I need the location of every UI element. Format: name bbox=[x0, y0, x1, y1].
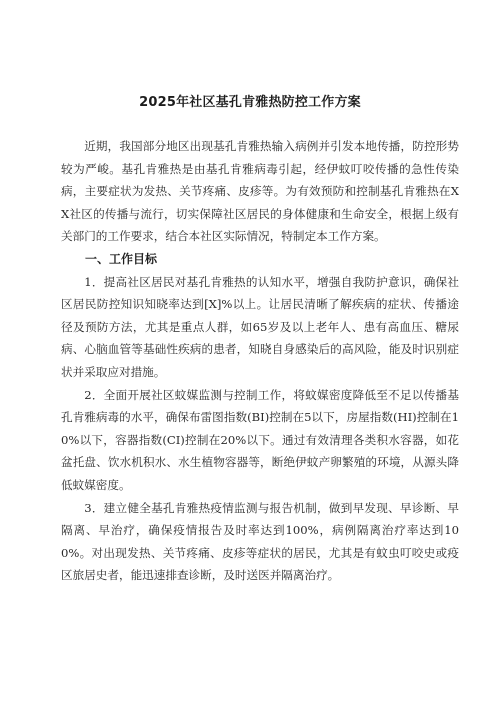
document-title: 2025年社区基孔肯雅热防控工作方案 bbox=[139, 95, 361, 110]
goal-paragraph-2: 2．全面开展社区蚊媒监测与控制工作，将蚊媒密度降低至不足以传播基孔肯雅病毒的水平，确保布雷图指数(BI)控制在5以下，房屋指数(HI)控制在10%以下，容器指数(CI)控制在20%以下。通过有效清理各类积水容器，如花盆托盘、饮水机积水、水生植物容器等，断绝伊蚊产卵繁殖的环境，从源头降低蚊媒密度。 bbox=[61, 387, 459, 492]
section-heading-goals: 一、工作目标 bbox=[85, 251, 158, 266]
goal-paragraph-3: 3．建立健全基孔肯雅热疫情监测与报告机制，做到早发现、早诊断、早隔离、早治疗，确保疫情报告及时率达到100%，病例隔离治疗率达到100%。对出现发热、关节疼痛、皮疹等症状的居民，尤其是有蚊虫叮咬史或疫区旅居史者，能迅速排查诊断，及时送医并隔离治疗。 bbox=[61, 500, 459, 583]
document-body bbox=[61, 135, 459, 587]
intro-paragraph: 近期，我国部分地区出现基孔肯雅热输入病例并引发本地传播，防控形势较为严峻。基孔肯雅热是由基孔肯雅病毒引起，经伊蚊叮咬传播的急性传染病，主要症状为发热、关节疼痛、皮疹等。为有效预防和控制基孔肯雅热在XX社区的传播与流行，切实保障社区居民的身体健康和生命安全，根据上级有关部门的工作要求，结合本社区实际情况，特制定本工作方案。 bbox=[61, 139, 459, 244]
goal-paragraph-1: 1．提高社区居民对基孔肯雅热的认知水平，增强自我防护意识，确保社区居民防控知识知晓率达到[X]%以上。让居民清晰了解疾病的症状、传播途径及预防方法，尤其是重点人群，如65岁及以上老年人、患有高血压、糖尿病、心脑血管等基础性疾病的患者，知晓自身感染后的高风险，能及时识别症状并采取应对措施。 bbox=[61, 274, 459, 379]
